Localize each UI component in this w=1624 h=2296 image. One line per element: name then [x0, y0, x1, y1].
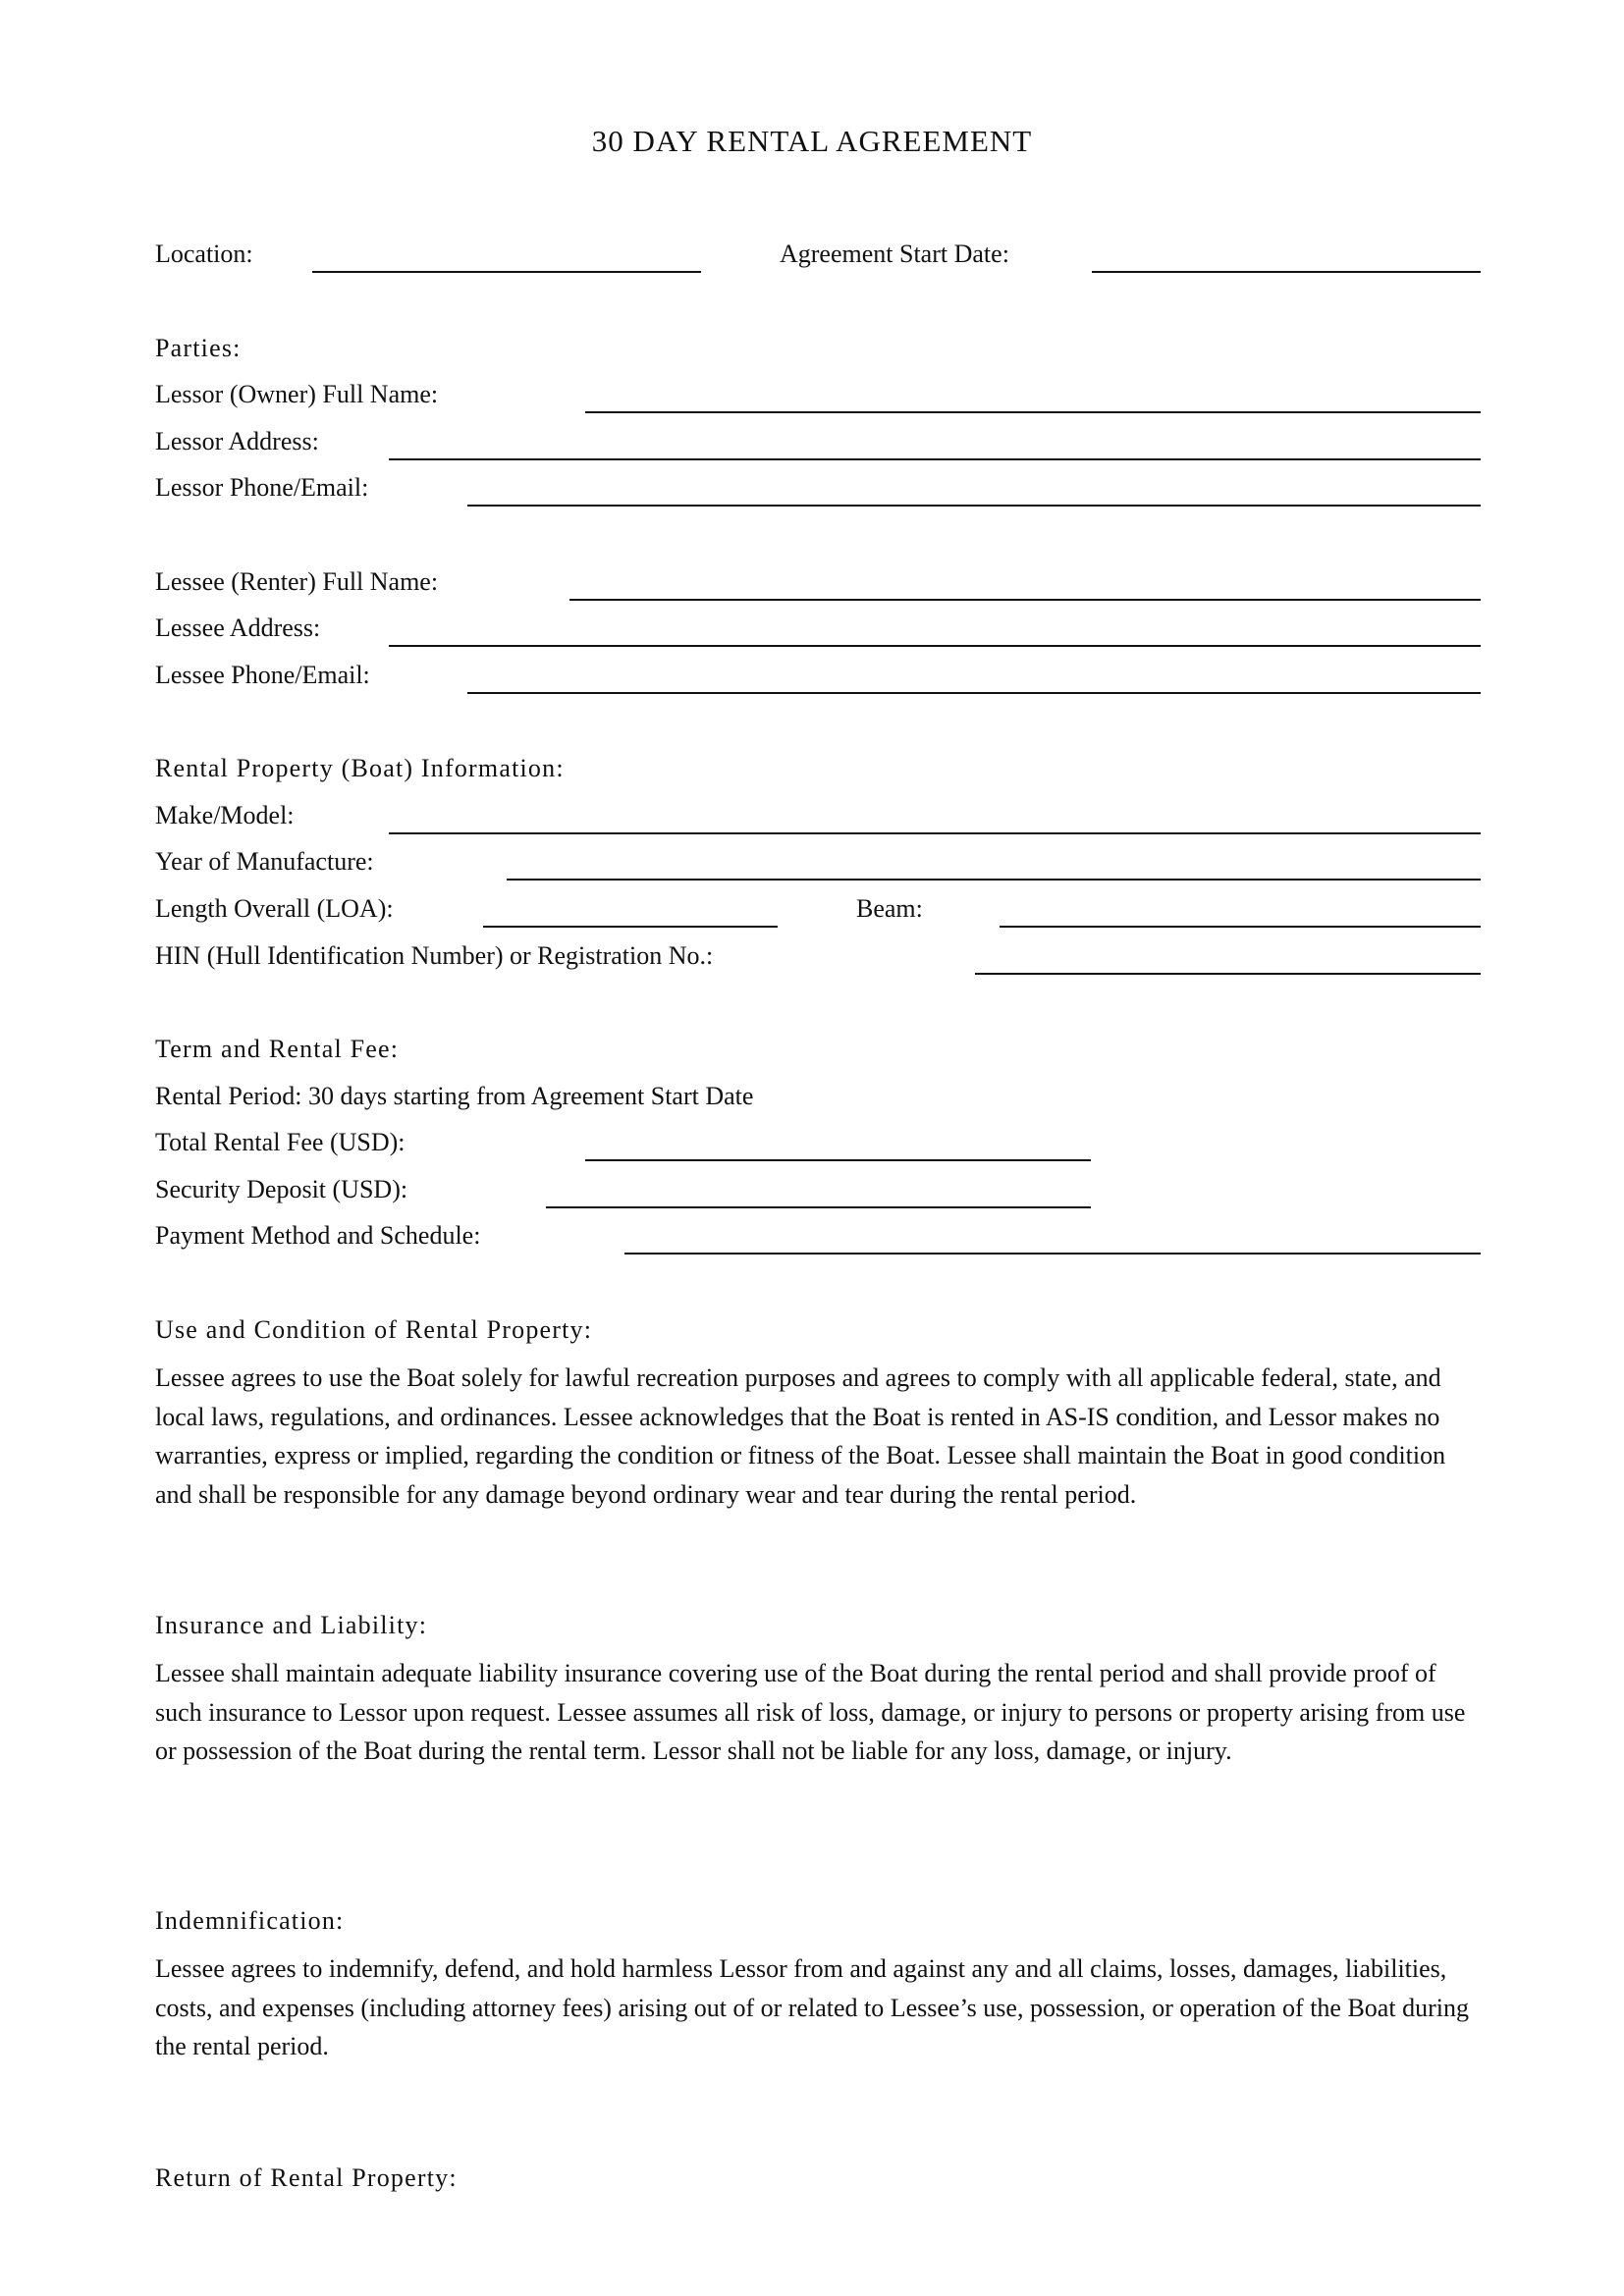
lessor-address-label: Lessor Address: [155, 427, 319, 455]
insurance-heading: Insurance and Liability: [155, 1611, 428, 1639]
start-date-label: Agreement Start Date: [780, 240, 1009, 268]
loa-label: Length Overall (LOA): [155, 894, 394, 923]
hin-label: HIN (Hull Identification Number) or Registration No.: [155, 941, 714, 970]
document-title: 30 DAY RENTAL AGREEMENT [591, 124, 1033, 158]
hin-field[interactable] [975, 973, 1481, 975]
indemnification-body: Lessee agrees to indemnify, defend, and hold harmless Lessor from and against any and all claims, losses, damages, liabilities, costs, and expenses (including attorney fees) arising out of or related to Lessee’s use, possession, or operation of the Boat during the rental period. [155, 1954, 1469, 2060]
year-field[interactable] [507, 879, 1481, 881]
lessee-address-label: Lessee Address: [155, 614, 321, 642]
lessor-contact-field[interactable] [467, 505, 1481, 507]
parties-heading: Parties: [155, 334, 242, 362]
lessor-name-field[interactable] [585, 411, 1481, 413]
return-property-heading: Return of Rental Property: [155, 2163, 458, 2192]
lessor-address-field[interactable] [389, 458, 1481, 460]
location-field[interactable] [312, 271, 701, 273]
location-label: Location: [155, 240, 253, 268]
total-fee-label: Total Rental Fee (USD): [155, 1128, 406, 1156]
deposit-label: Security Deposit (USD): [155, 1175, 408, 1203]
make-model-label: Make/Model: [155, 801, 295, 829]
beam-field[interactable] [1000, 926, 1481, 928]
rental-period-text: Rental Period: 30 days starting from Agreement Start Date [155, 1082, 754, 1110]
lessor-name-label: Lessor (Owner) Full Name: [155, 380, 439, 408]
lessee-name-label: Lessee (Renter) Full Name: [155, 567, 439, 596]
lessor-contact-label: Lessor Phone/Email: [155, 473, 369, 502]
loa-field[interactable] [483, 926, 778, 928]
insurance-body: Lessee shall maintain adequate liability insurance covering use of the Boat during the rental period and shall provide proof of such insurance to Lessor upon request. Lessee assumes all risk of loss, damage, or injury to persons or property arising from use or possession of the Boat during the rental term. Lessor shall not be liable for any loss, damage, or injury. [155, 1659, 1466, 1765]
term-heading: Term and Rental Fee: [155, 1035, 400, 1063]
lessee-address-field[interactable] [389, 645, 1481, 647]
payment-label: Payment Method and Schedule: [155, 1221, 481, 1250]
use-condition-body: Lessee agrees to use the Boat solely for lawful recreation purposes and agrees to comply with all applicable federal, state, and local laws, regulations, and ordinances. Lessee acknowledges that the Boat is rented in AS-IS condition, and Lessor makes no warranties, express or implied, regarding the condition or fitness of the Boat. Lessee shall maintain the Boat in good condition and shall be responsible for any damage beyond ordinary wear and tear during the rental period. [155, 1363, 1446, 1509]
indemnification-heading: Indemnification: [155, 1906, 345, 1935]
make-model-field[interactable] [389, 832, 1481, 834]
lessee-name-field[interactable] [569, 599, 1481, 601]
year-label: Year of Manufacture: [155, 847, 374, 876]
property-heading: Rental Property (Boat) Information: [155, 754, 565, 782]
beam-label: Beam: [856, 894, 923, 923]
payment-field[interactable] [624, 1253, 1481, 1255]
lessee-contact-field[interactable] [467, 692, 1481, 694]
use-condition-heading: Use and Condition of Rental Property: [155, 1315, 593, 1344]
total-fee-field[interactable] [585, 1159, 1091, 1161]
deposit-field[interactable] [546, 1206, 1091, 1208]
lessee-contact-label: Lessee Phone/Email: [155, 661, 370, 689]
start-date-field[interactable] [1092, 271, 1481, 273]
